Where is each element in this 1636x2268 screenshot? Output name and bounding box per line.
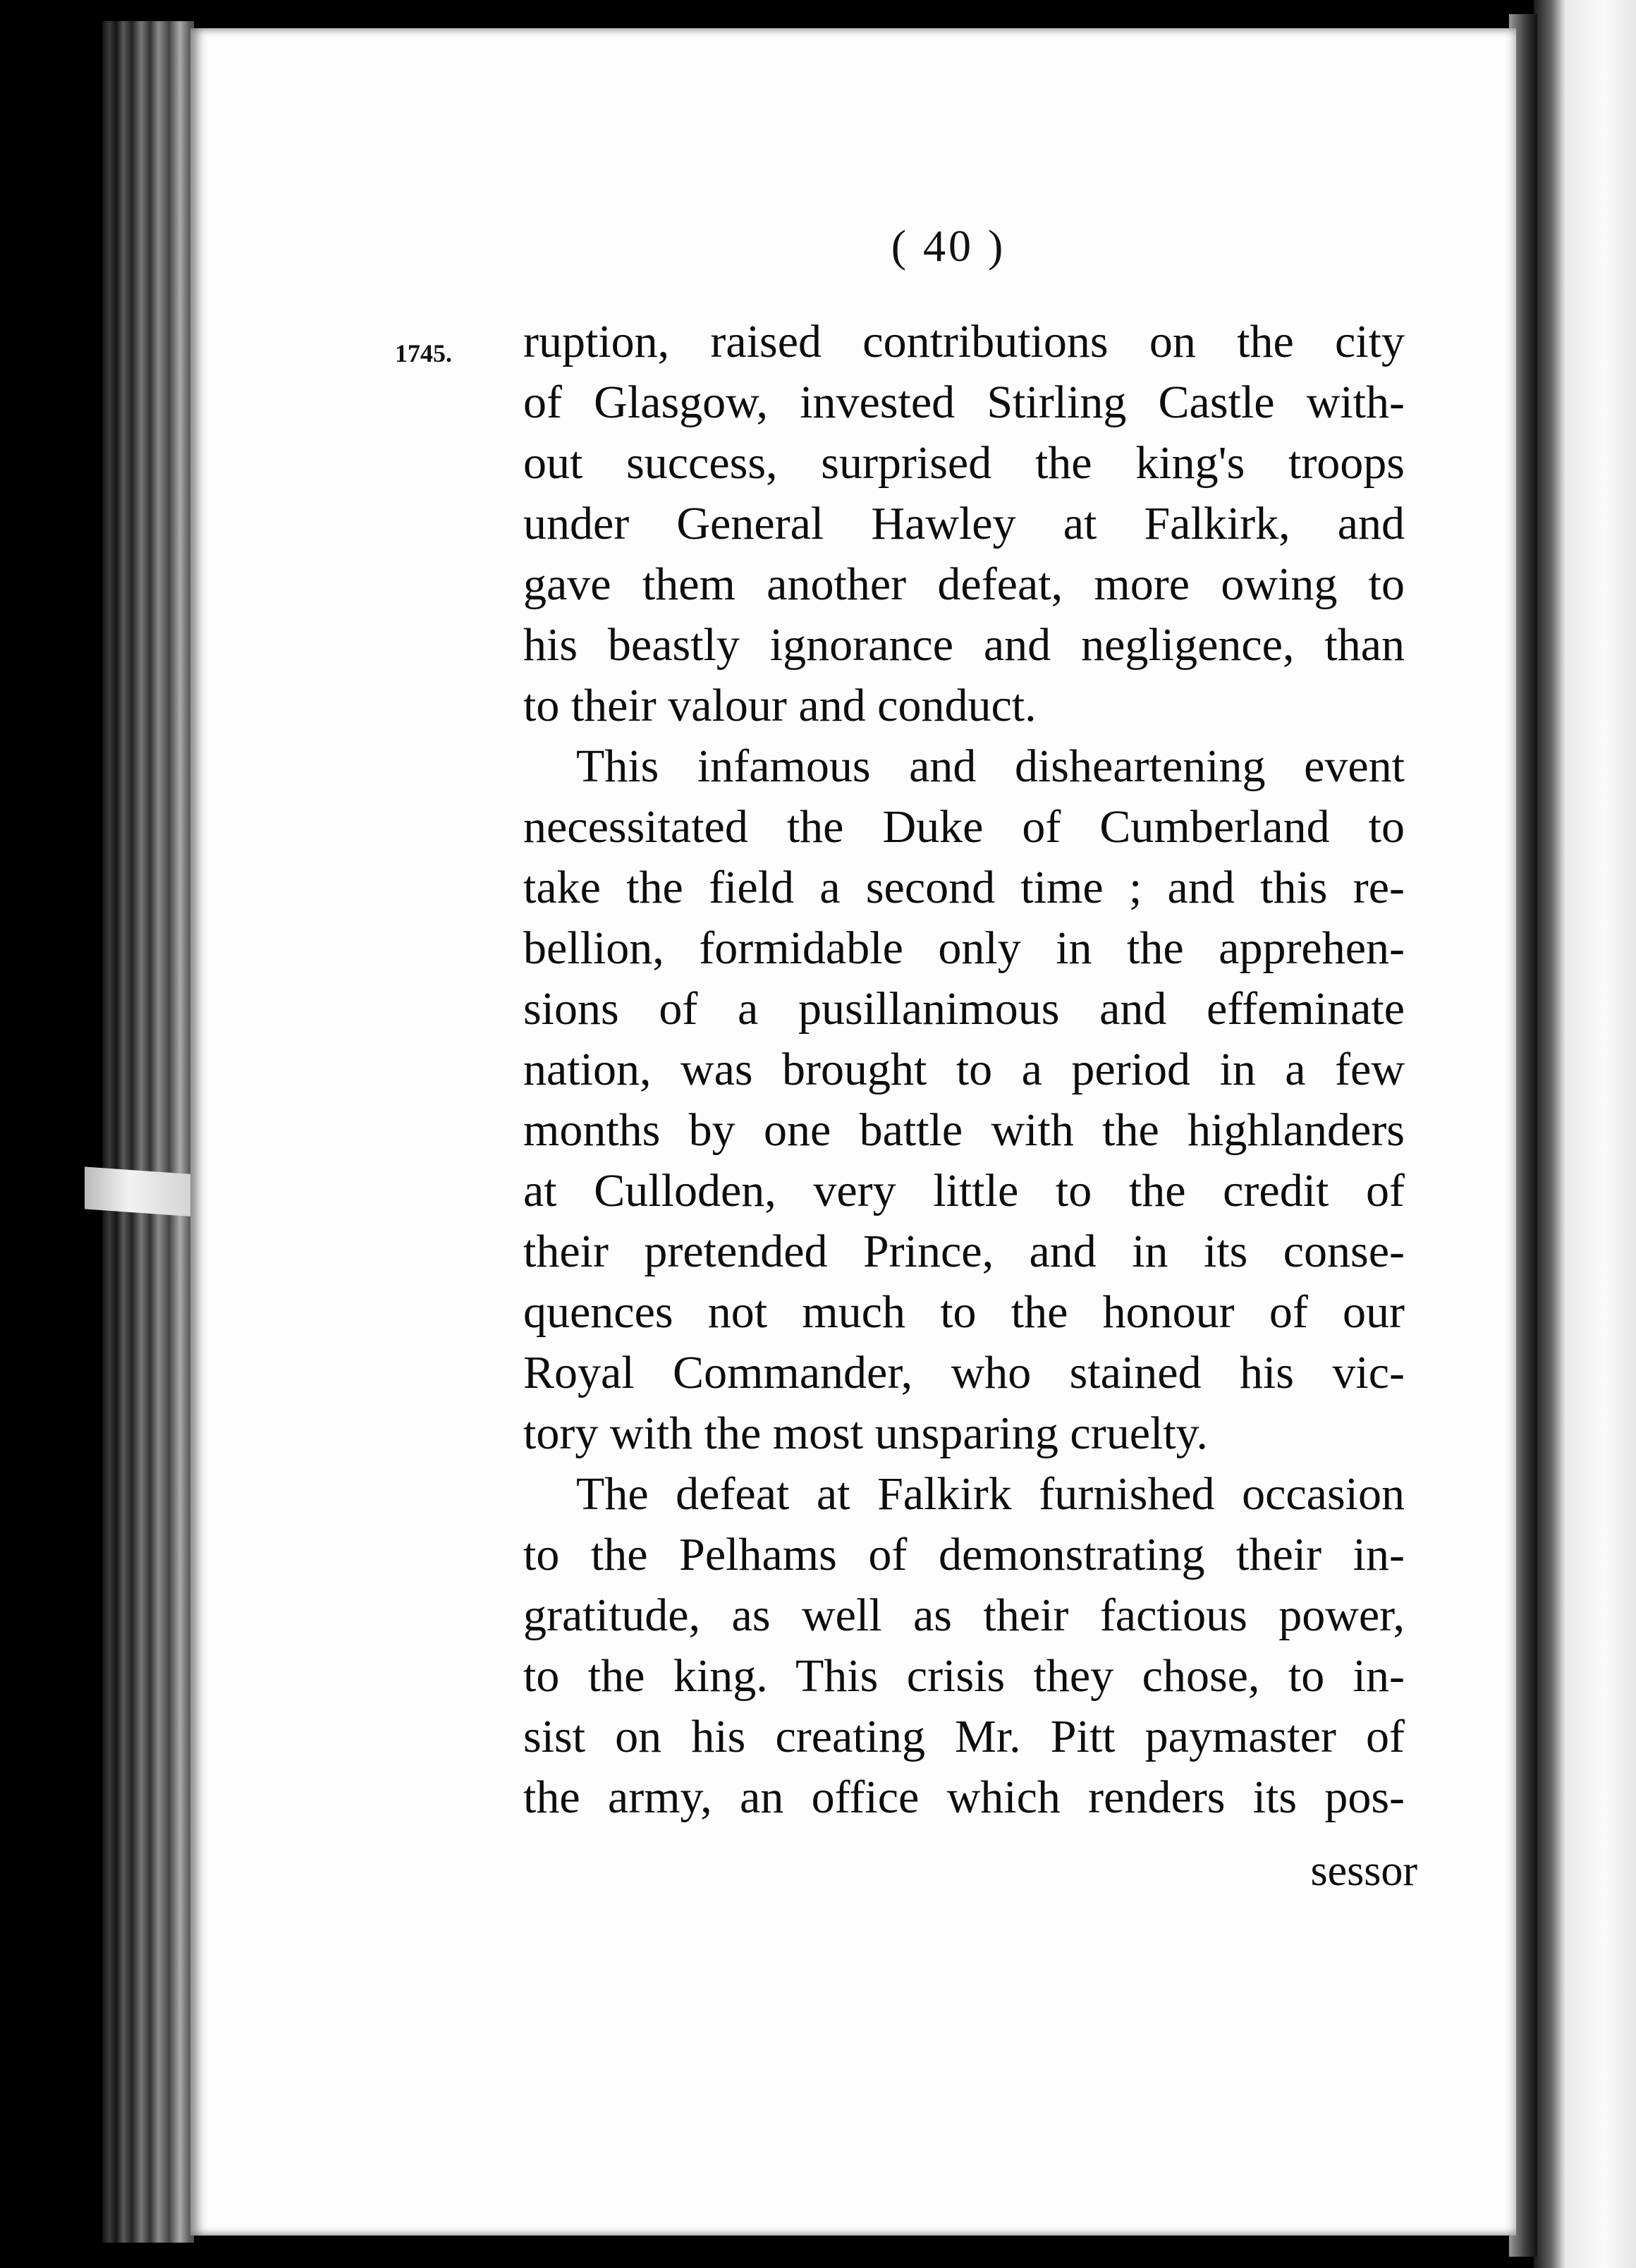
text-line: gave them another defeat, more owing to	[523, 559, 1405, 610]
text-line: quences not much to the honour of our	[523, 1286, 1405, 1338]
text-line: the army, an office which renders its pos-	[523, 1772, 1405, 1823]
text-line: gratitude, as well as their factious power,	[523, 1590, 1405, 1641]
text-line: months by one battle with the highlanders	[523, 1104, 1405, 1156]
text-line: sist on his creating Mr. Pitt paymaster of	[523, 1711, 1405, 1762]
text-line: bellion, formidable only in the apprehen-	[523, 922, 1405, 974]
text-line: to their valour and conduct.	[523, 680, 1037, 731]
catchword: sessor	[1310, 1847, 1417, 1895]
page-edges	[102, 21, 194, 2243]
text-line: his beastly ignorance and negligence, than	[523, 619, 1405, 671]
margin-year: 1745.	[395, 339, 452, 367]
text-line: take the field a second time ; and this re-	[523, 862, 1405, 913]
text-line: ruption, raised contributions on the city	[523, 316, 1405, 367]
text-line: This infamous and disheartening event	[576, 740, 1405, 792]
text-line: Royal Commander, who stained his vic-	[523, 1347, 1405, 1398]
text-line: of Glasgow, invested Stirling Castle with-	[523, 377, 1405, 428]
page-number: ( 40 )	[891, 221, 1006, 271]
text-line: under General Hawley at Falkirk, and	[523, 498, 1405, 549]
text-line: their pretended Prince, and in its conse-	[523, 1226, 1405, 1277]
text-line: out success, surprised the king's troops	[523, 437, 1405, 489]
page-edge-tab	[85, 1166, 197, 1217]
text-line: nation, was brought to a period in a few	[523, 1044, 1405, 1095]
text-line: sions of a pusillanimous and effeminate	[523, 983, 1405, 1035]
text-line: at Culloden, very little to the credit of	[523, 1165, 1405, 1217]
text-line: tory with the most unsparing cruelty.	[523, 1408, 1208, 1459]
text-line: to the Pelhams of demonstrating their in-	[523, 1529, 1405, 1580]
text-line: The defeat at Falkirk furnished occasion	[576, 1468, 1405, 1520]
adjacent-page	[1534, 0, 1636, 2268]
text-line: to the king. This crisis they chose, to in-	[523, 1650, 1405, 1702]
text-line: necessitated the Duke of Cumberland to	[523, 801, 1405, 853]
